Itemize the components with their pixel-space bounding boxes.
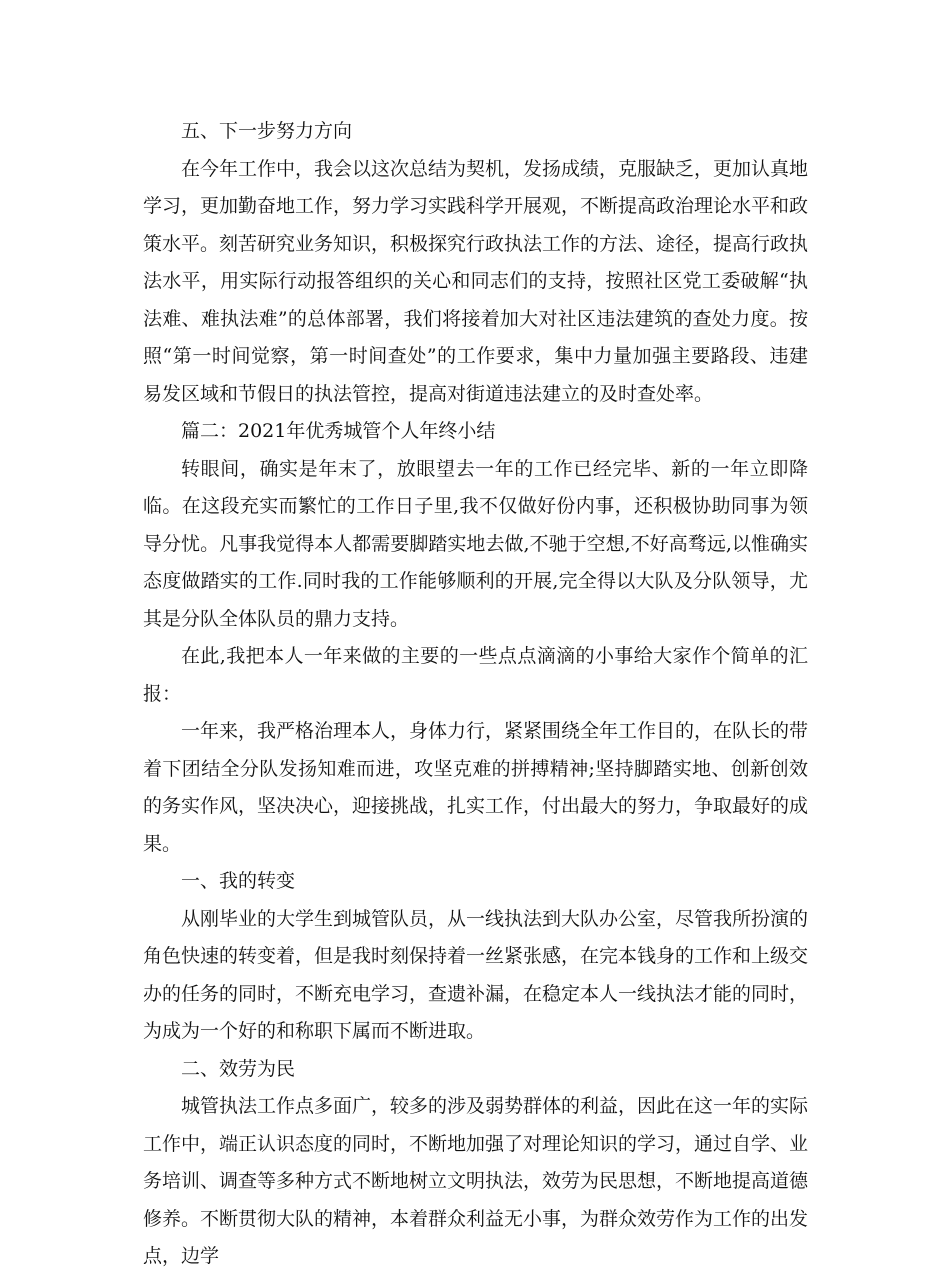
paragraph-year-summary: 一年来，我严格治理本人，身体力行，紧紧围绕全年工作目的，在队长的带着下团结全分队发扬知难而进，攻坚克难的拼搏精神;坚持脚踏实地、创新创效的务实作风，坚决决心，迎接挑战，扎实工作，付出最大的努力，争取最好的成果。 [143, 720, 809, 855]
paragraph-next-steps: 在今年工作中，我会以这次总结为契机，发扬成绩，克服缺乏，更加认真地学习，更加勤奋地工作，努力学习实践科学开展观，不断提高政治理论水平和政策水平。刻苦研究业务知识，积极探究行政执法工作的方法、途径，提高行政执法水平，用实际行动报答组织的关心和同志们的支持，按照社区党工委破解“执法难、难执法难”的总体部署，我们将接着加大对社区违法建筑的查处力度。按照“第一时间觉察，第一时间查处”的工作要求，集中力量加强主要路段、违建易发区域和节假日的执法管控，提高对街道违法建立的及时查处率。 [143, 157, 809, 405]
article-two-title: 篇二：2021年优秀城管个人年终小结 [181, 420, 496, 442]
paragraph-serve-people: 城管执法工作点多面广，较多的涉及弱势群体的利益，因此在这一年的实际工作中，端正认识态度的同时，不断地加强了对理论知识的学习，通过自学、业务培训、调查等多种方式不断地树立文明执法，效劳为民思想，不断地提高道德修养。不断贯彻大队的精神，本着群众利益无小事，为群众效劳作为工作的出发点，边学 [143, 1095, 809, 1267]
paragraph-intro: 转眼间，确实是年末了，放眼望去一年的工作已经完毕、新的一年立即降临。在这段充实而繁忙的工作日子里,我不仅做好份内事，还积极协助同事为领导分忧。凡事我觉得本人都需要脚踏实地去做,不驰于空想,不好高骛远,以惟确实态度做踏实的工作.同时我的工作能够顺利的开展,完全得以大队及分队领导，尤其是分队全体队员的鼎力支持。 [143, 457, 808, 630]
heading-serve-people: 二、效劳为民 [181, 1057, 296, 1080]
heading-my-change: 一、我的转变 [181, 870, 296, 892]
document-body [143, 113, 808, 1276]
paragraph-report-intro: 在此,我把本人一年来做的主要的一些点点滴滴的小事给大家作个简单的汇报： [143, 645, 808, 705]
paragraph-my-change: 从刚毕业的大学生到城管队员，从一线执法到大队办公室，尽管我所扮演的角色快速的转变着，但是我时刻保持着一丝紧张感，在完本钱身的工作和上级交办的任务的同时，不断充电学习，查遗补漏，在稳定本人一线执法才能的同时，为成为一个好的和称职下属而不断进取。 [143, 907, 809, 1042]
heading-next-steps: 五、下一步努力方向 [181, 120, 353, 142]
